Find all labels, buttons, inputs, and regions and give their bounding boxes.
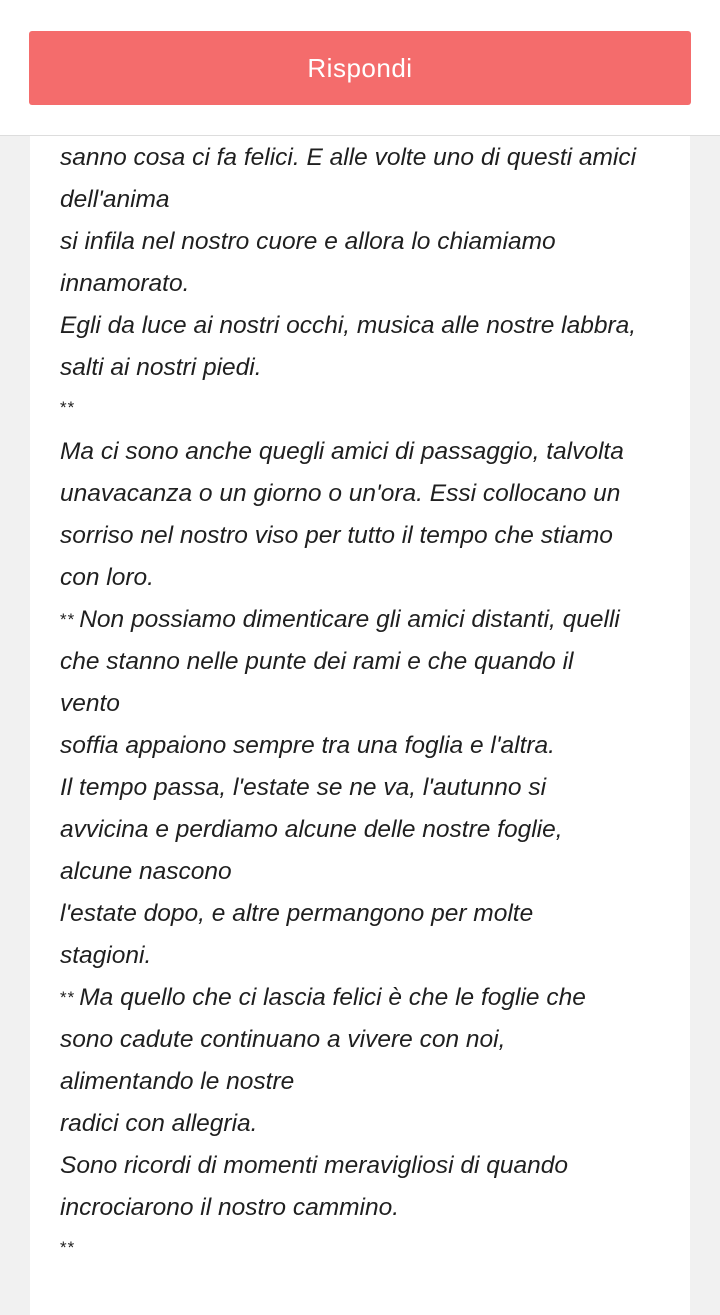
text-line: alcune nascono <box>60 858 232 885</box>
text-line: dell'anima <box>60 186 170 213</box>
text-line: Il tempo passa, l'estate se ne va, l'autunno si <box>60 774 547 801</box>
text-line: sorriso nel nostro viso per tutto il tempo che stiamo <box>60 522 613 549</box>
text-line: con loro. <box>60 564 154 591</box>
text-line: sanno cosa ci fa felici. E alle volte uno di questi amici <box>60 144 637 171</box>
section-separator: ** <box>60 1238 76 1257</box>
inline-separator: ** <box>60 988 76 1007</box>
text-line: unavacanza o un giorno o un'ora. Essi collocano un <box>60 480 621 507</box>
text-line: avvicina e perdiamo alcune delle nostre foglie, <box>60 816 563 843</box>
text-line: vento <box>60 690 120 717</box>
post-content <box>30 95 690 1315</box>
text-line: ** Ma quello che ci lascia felici è che le foglie che <box>60 984 586 1011</box>
text-line: Sono ricordi di momenti meravigliosi di quando <box>60 1152 568 1179</box>
post-text <box>60 95 680 1271</box>
text-line: sono cadute continuano a vivere con noi, <box>60 1026 506 1053</box>
text-line: si infila nel nostro cuore e allora lo chiamiamo <box>60 228 556 255</box>
text-line: innamorato. <box>60 270 190 297</box>
text-line: radici con allegria. <box>60 1110 258 1137</box>
inline-separator: ** <box>60 610 76 629</box>
top-bar <box>0 0 720 136</box>
text-line: che stanno nelle punte dei rami e che quando il <box>60 648 574 675</box>
text-line: Egli da luce ai nostri occhi, musica alle nostre labbra, <box>60 312 637 339</box>
text-line: l'estate dopo, e altre permangono per molte <box>60 900 534 927</box>
text-line: salti ai nostri piedi. <box>60 354 262 381</box>
text-line: ** Non possiamo dimenticare gli amici distanti, quelli <box>60 606 620 633</box>
text-line: incrociarono il nostro cammino. <box>60 1194 400 1221</box>
section-separator: ** <box>60 398 76 417</box>
reply-button[interactable]: Rispondi <box>29 31 691 105</box>
text-line: stagioni. <box>60 942 152 969</box>
text-line: soffia appaiono sempre tra una foglia e l'altra. <box>60 732 555 759</box>
text-line: alimentando le nostre <box>60 1068 295 1095</box>
text-line: Ma ci sono anche quegli amici di passaggio, talvolta <box>60 438 624 465</box>
